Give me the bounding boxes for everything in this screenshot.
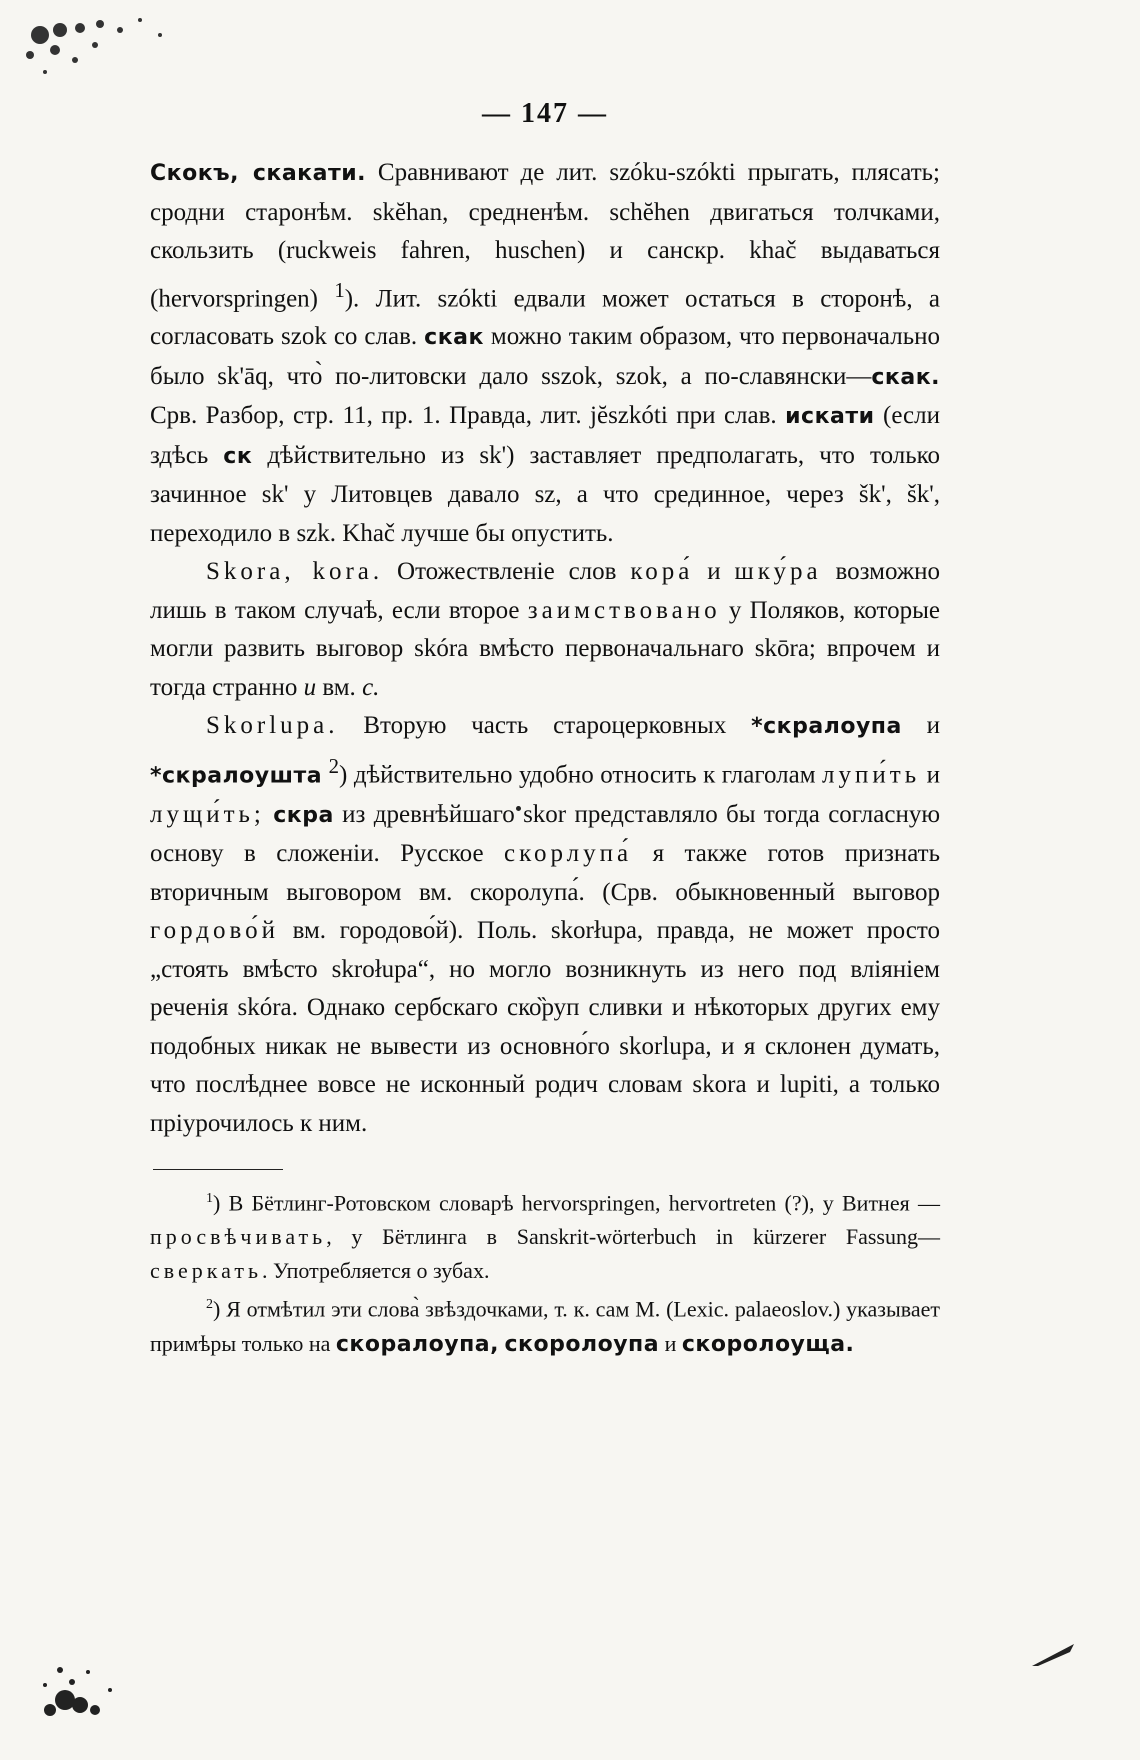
text-run-spaced: Skorlupa. [206,712,339,740]
text-run [265,801,273,828]
text-run: у Поляков, которые могли развить выговор skóra вмѣсто первоначальнаго skōra; впрочем и тогда странно [150,596,940,701]
text-run: Сравнивают де лит. szóku-szókti прыгать, плясать; сродни старонѣм. skĕhan, средненѣм. schĕhen двигаться толчками, скользить (ruckweis fahren, huschen) и санскр. khač выдаваться (hervorspringen) [150,159,940,312]
text-run: вм. городово́й). Поль. skorłupa, правда, не может просто „стоять вмѣсто skrołupa“, но могло возникнуть из него под вліяніем реченія skóra. Однако сербскаго ско̏руп сливки и нѣкоторых других ему подобных никак не вывести из основно́го skorlupa, и я склонен думать, что послѣднее вовсе не исконный родич словам skora и lupiti, а только пріурочилось к ним. [150,917,940,1137]
footnotes [150,1182,940,1362]
text-run: и [920,761,940,789]
text-run-spaced: Skora, kora. [206,558,384,586]
text-run: возможно лишь в таком случаѣ, если второе [150,558,940,624]
text-run-ocs: ск [223,443,253,469]
text-run-spaced: сверкать [150,1258,262,1284]
text-run: дѣйствительно из sk') заставляет предполагать, что только зачинное sk' у Литовцев давало sz, а что срединное, через šk', šk', переходило в szk. Khač лучше бы опустить. [150,441,940,547]
text-run-spaced: лупи́ть [822,761,921,789]
text-run-ocs: скра [273,802,334,828]
text-run: из древнѣйшаго skor представляло бы тогда согласную основу в сложеніи. Русское [150,800,940,868]
text-run: вм. [316,673,363,701]
scan-mark-bottom-right [1030,1640,1080,1670]
text-run: ). Лит. szókti едвали может остаться в сторонѣ, а согласовать szok со слав. [150,284,940,351]
text-run-spaced: скорлупа́ [504,840,633,868]
entry-skorlupa [150,707,940,1143]
text-run-i: с. [362,673,380,701]
text-run: я также готов признать вторичным выговором вм. скоролупа́. (Срв. обыкновенный выговор [150,840,940,906]
text-run-spaced: заимствовано [527,596,721,624]
text-run: . Употребляется о зубах. [262,1258,490,1284]
text-run-spaced: просвѣчивать [150,1224,327,1250]
scan-smudge-top-left [0,0,260,110]
text-run: ) дѣйствительно удобно относить к глаголам [339,761,823,789]
text-run-spaced: кора́ [630,558,694,586]
text-run-i: u [303,673,317,701]
text-run: (если здѣсь [150,402,940,469]
text-run: Срв. Разбор, стр. 11, пр. 1. Правда, лит. jĕszkóti при слав. [150,402,786,430]
main-text [150,154,940,1143]
text-run: и [659,1330,682,1356]
text-run-spaced: лущи́ть; [150,800,265,828]
footnote-2 [150,1288,940,1361]
text-run-ocs: скоролоупа [504,1331,660,1357]
text-run: Отожествленіе слов [383,558,631,586]
footnote-divider [153,1169,283,1170]
text-run: , у Бётлинга в Sanskrit-wörterbuch in kürzerer Fassung— [326,1224,940,1250]
text-run: можно таким образом, что первоначально было sk'āq, что̀ по-литовски дало sszok, szok, а по-славянски— [150,323,940,390]
page-number: — 147 — [482,98,608,129]
text-run-ocs: искати [785,404,875,430]
text-run: и [693,558,735,586]
text-run-ocs: скоролоуща. [681,1331,855,1357]
text-run-ocs: Скокъ, скакати. [150,161,366,186]
text-run-ocs: скак. [871,364,940,390]
text-run-ocs: *скралоушта [150,763,323,789]
text-run-ocs: *скралоупа [751,714,902,740]
text-run-sup: 1 [206,1191,213,1207]
text-run-spaced: гордово́й [150,917,280,945]
footnote-1 [150,1182,940,1288]
text-run: и [901,712,940,740]
text-run: ) Я отмѣтил эти слова̀ звѣздочками, т. к. сам M. (Lexic. palaeoslov.) указывает примѣры только на [150,1296,940,1356]
scan-smudge-bottom-left [20,1610,160,1730]
text-run-ocs: скоралоупа, [335,1331,500,1357]
book-page [150,98,940,1362]
text-run-sup: 2 [328,753,340,778]
text-run-sup: 2 [206,1297,213,1313]
text-run-spaced: шку́ра [734,558,822,586]
text-run: ) В Бётлинг-Ротовском словарѣ hervorspringen, hervortreten (?), у Витнея — [213,1190,940,1216]
entry-skok [150,154,940,553]
text-run: Вторую часть староцерковных [338,712,752,740]
entry-skora [150,553,940,707]
text-run-sup: 1 [334,277,345,302]
text-run-ocs: скак [424,325,484,351]
